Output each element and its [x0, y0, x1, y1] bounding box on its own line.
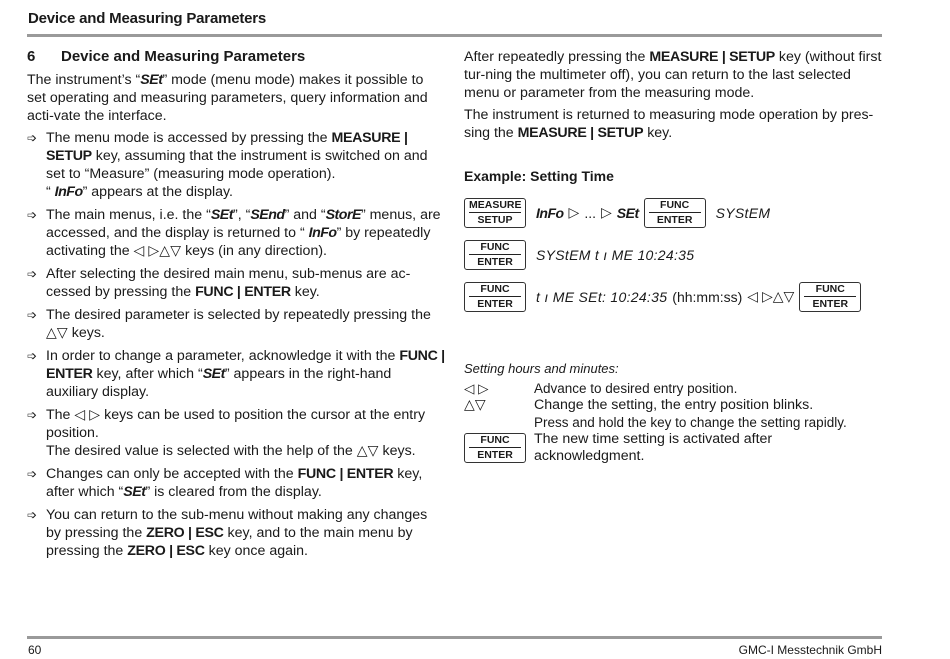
key-top-label: FUNC — [649, 199, 701, 213]
lcd-text: StorE — [325, 207, 361, 223]
text: key, assuming that the instrument is switched on and set to “Measure” (measuring mode operation). — [46, 148, 428, 182]
text: The desired parameter is selected by repeatedly pressing the △▽ keys. — [46, 307, 431, 341]
key-name: ZERO | ESC — [146, 525, 224, 541]
key-name: MEASURE | SETUP — [46, 130, 408, 164]
list-item — [27, 206, 445, 260]
header-rule — [27, 34, 882, 37]
legend-row — [464, 431, 884, 465]
key-bottom-label: SETUP — [477, 214, 513, 226]
key-name: FUNC | ENTER — [195, 284, 291, 300]
text: ” appears in the right-hand auxiliary display. — [46, 366, 392, 400]
text: key (without first tur-ning the multimeter off), you can return to the last selected menu or parameter from the measuring mode. — [464, 49, 882, 101]
page-number: 60 — [28, 643, 42, 657]
sequence-row-1 — [464, 194, 884, 231]
right-arrow-icon: ▷ — [568, 204, 580, 220]
lcd-text: SEt — [210, 207, 233, 223]
arrow-bullet-icon: ➩ — [27, 308, 38, 322]
key-name: MEASURE | SETUP — [649, 49, 775, 65]
lcd-text: SYStEM t ı ME 10:24:35 — [536, 246, 695, 263]
legend-row — [464, 397, 884, 414]
text: key, after which “ — [92, 366, 203, 382]
ellipsis: ... — [584, 204, 596, 221]
lcd-text: SEt — [123, 484, 146, 500]
lcd-text: InFo — [54, 184, 83, 200]
legend-key-blank — [464, 414, 534, 431]
legend-key-func — [464, 431, 534, 465]
list-item — [27, 347, 445, 401]
key-name: MEASURE | SETUP — [517, 125, 644, 141]
lcd-text: SEt — [140, 72, 163, 88]
key-bottom-label: ENTER — [477, 449, 513, 461]
legend-text: Change the setting, the entry position blinks. — [534, 397, 814, 413]
text: key. — [643, 125, 673, 141]
key-bottom-label: ENTER — [477, 298, 513, 310]
sequence-row-2 — [464, 236, 884, 273]
company-name: GMC-I Messtechnik GmbH — [738, 643, 882, 657]
key-name: ZERO | ESC — [127, 543, 205, 559]
format-hint: (hh:mm:ss) — [672, 288, 743, 305]
text: The instrument is returned to measuring mode operation by pres-sing the — [464, 107, 874, 141]
text: The instrument’s “ — [27, 72, 141, 88]
left-column — [27, 48, 445, 565]
key-bottom-label: ENTER — [812, 298, 849, 310]
lcd-text: SEt — [616, 204, 639, 221]
list-item — [27, 465, 445, 501]
arrow-bullet-icon: ➩ — [27, 408, 38, 422]
running-header: Device and Measuring Parameters — [28, 10, 267, 27]
text: ” is cleared from the display. — [145, 484, 322, 500]
lcd-text: InFo — [308, 225, 337, 241]
text: The main menus, i.e. the “ — [46, 207, 211, 223]
text: The menu mode is accessed by pressing the — [46, 130, 332, 146]
paragraph — [464, 48, 884, 102]
text: ” menus, are accessed, and the display is returned to “ — [46, 207, 441, 241]
text: ”, “ — [232, 207, 251, 223]
list-item — [27, 406, 445, 460]
func-enter-key — [644, 198, 706, 228]
lcd-text: InFo — [536, 204, 564, 221]
key-top-label: FUNC — [469, 241, 521, 255]
arrow-bullet-icon: ➩ — [27, 131, 38, 145]
text: ” appears at the display. — [82, 184, 233, 200]
key-top-label: FUNC — [804, 283, 856, 297]
text: Changes can only be accepted with the — [46, 466, 298, 482]
list-item — [27, 129, 445, 201]
legend-row — [464, 414, 884, 431]
up-down-arrows-icon: △▽ — [464, 397, 486, 413]
list-item — [27, 506, 445, 560]
key-top-label: FUNC — [469, 283, 521, 297]
key-bottom-label: ENTER — [656, 214, 693, 226]
text: ” mode (menu mode) makes it possible to set operating and measuring parameters, query information and acti-vate the interface. — [27, 72, 428, 124]
text: ” by repeatedly activating the ◁ ▷△▽ keys (in any direction). — [46, 225, 431, 259]
arrow-bullet-icon: ➩ — [27, 208, 38, 222]
right-column — [464, 48, 884, 465]
legend-row — [464, 380, 884, 397]
arrow-keys-icon: ◁ ▷△▽ — [747, 288, 795, 304]
text: The desired value is selected with the help of the △▽ keys. — [46, 443, 416, 459]
right-arrow-icon: ▷ — [601, 204, 612, 220]
func-enter-key — [799, 282, 861, 312]
text: ” and “ — [284, 207, 326, 223]
lcd-text: SEnd — [250, 207, 285, 223]
text: After repeatedly pressing the — [464, 49, 650, 65]
list-item — [27, 265, 445, 301]
arrow-bullet-icon: ➩ — [27, 267, 38, 281]
example-title: Example: Setting Time — [464, 168, 614, 184]
sequence-row-3 — [464, 278, 884, 315]
arrow-bullet-icon: ➩ — [27, 349, 38, 363]
key-name: FUNC | ENTER — [297, 466, 394, 482]
arrow-bullet-icon: ➩ — [27, 508, 38, 522]
lcd-text: SYStEM — [715, 204, 771, 221]
text: In order to change a parameter, acknowledge it with the — [46, 348, 400, 364]
text: After selecting the desired main menu, sub-menus are ac-cessed by pressing the — [46, 266, 411, 300]
arrow-bullet-icon: ➩ — [27, 467, 38, 481]
func-enter-key — [464, 282, 526, 312]
footer-rule — [27, 636, 882, 639]
left-right-arrows-icon: ◁ ▷ — [464, 381, 489, 396]
text: “ — [46, 184, 55, 200]
section-heading — [27, 48, 445, 65]
paragraph — [464, 106, 884, 142]
intro-paragraph — [27, 71, 445, 125]
text: key. — [290, 284, 320, 300]
func-enter-key — [464, 433, 526, 463]
legend-text: The new time setting is activated after acknowledgment. — [534, 431, 773, 464]
lcd-text: t ı ME SEt: 10:24:35 — [536, 288, 668, 305]
list-item — [27, 306, 445, 342]
func-enter-key — [464, 240, 526, 270]
text: key once again. — [204, 543, 308, 559]
text: key, after which “ — [46, 466, 423, 500]
subsection-title: Setting hours and minutes: — [464, 361, 619, 376]
legend-text: Advance to desired entry position. — [534, 381, 738, 396]
section-number: 6 — [27, 48, 36, 65]
measure-setup-key — [464, 198, 526, 228]
legend-text: Press and hold the key to change the setting rapidly. — [534, 415, 847, 430]
text: key, and to the main menu by pressing the — [46, 525, 413, 559]
lcd-text: SEt — [202, 366, 225, 382]
text: The ◁ ▷ keys can be used to position the cursor at the entry position. — [46, 407, 426, 441]
key-bottom-label: ENTER — [477, 256, 513, 268]
text: You can return to the sub-menu without making any changes by pressing the — [46, 507, 428, 541]
key-top-label: MEASURE — [469, 199, 522, 211]
key-top-label: FUNC — [469, 434, 521, 448]
section-title: Device and Measuring Parameters — [61, 48, 306, 65]
key-name: FUNC | ENTER — [46, 348, 445, 382]
